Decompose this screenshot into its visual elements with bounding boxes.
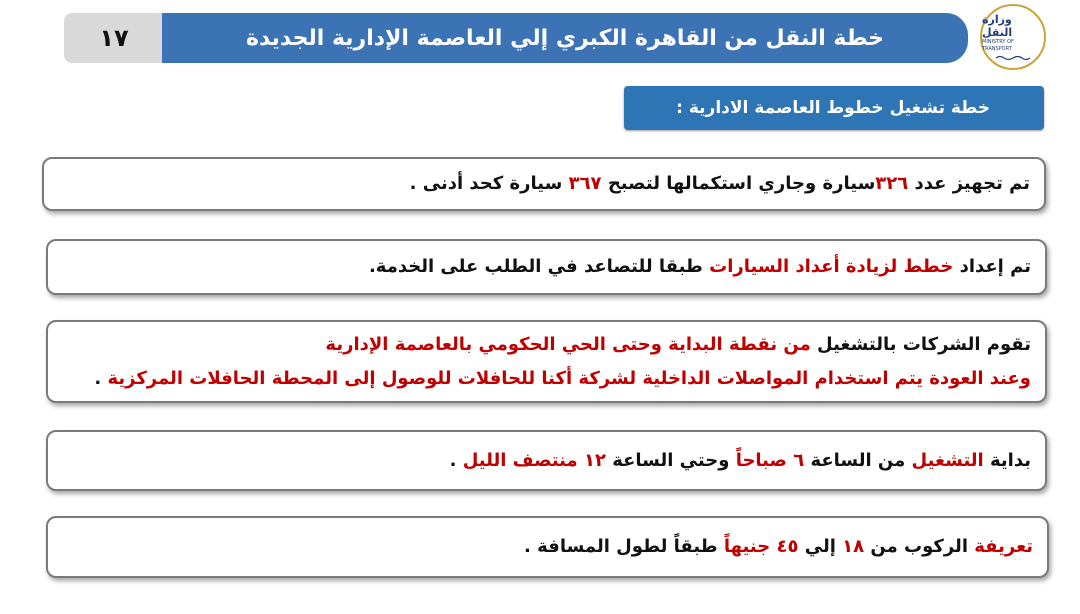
info-segment: سيارة وجاري استكمالها لتصبح [601, 173, 876, 194]
info-segment: تم إعداد [953, 256, 1031, 277]
page-title-text: خطة النقل من القاهرة الكبري إلي العاصمة الإدارية الجديدة [245, 25, 885, 51]
wave-icon [996, 55, 1030, 61]
page-number: ١٧ [99, 24, 129, 52]
info-segment: من الساعة [804, 449, 912, 471]
info-line [48, 444, 1031, 478]
info-box [46, 320, 1047, 403]
info-segment: خطط لزيادة أعداد السيارات [709, 256, 954, 277]
info-segment: . [449, 449, 463, 471]
info-segment: سيارة كحد أدنى . [409, 173, 569, 194]
info-segment: طبقا للتصاعد في الطلب على الخدمة. [368, 256, 710, 277]
ministry-logo [980, 4, 1046, 70]
info-segment: وعند العودة يتم استخدام المواصلات الداخلية لشركة أكنا للحافلات للوصول إلى المحطة الحافلات المركزية [107, 367, 1031, 389]
info-segment: ٦ صباحاً [735, 449, 805, 471]
info-line [48, 250, 1031, 284]
info-box [46, 430, 1047, 491]
info-segment: من نقطة البداية وحتى الحي الحكومي بالعاصمة الإدارية [325, 333, 811, 355]
logo-text: وزارة النقل [982, 13, 1013, 39]
info-segment: ١٨ [842, 536, 865, 557]
info-segment: ٣٢٦ [875, 173, 909, 194]
section-subtitle [624, 86, 1044, 130]
info-segment: تم تجهيز عدد [908, 173, 1030, 194]
info-segment: وحتي الساعة [605, 449, 736, 471]
info-segment: ١٢ منتصف الليل [462, 449, 606, 471]
info-segment: تقوم الشركات بالتشغيل [810, 333, 1031, 355]
section-subtitle-text: خطة تشغيل خطوط العاصمة الادارية : [676, 98, 990, 118]
info-segment: . [94, 367, 108, 389]
info-segment: التشغيل [911, 449, 984, 471]
info-box [46, 239, 1047, 295]
info-segment: إلي [798, 536, 843, 557]
info-line [48, 530, 1033, 564]
info-segment: ٣٦٧ [568, 173, 602, 194]
info-segment: طبقاً لطول المسافة . [524, 536, 724, 557]
info-segment: الركوب من [864, 536, 975, 557]
info-line [44, 167, 1030, 201]
info-box [42, 157, 1046, 211]
info-segment: تعريفة [974, 536, 1033, 557]
page-title [162, 13, 968, 63]
info-box [46, 516, 1049, 578]
info-segment: ٤٥ جنيهاً [723, 536, 799, 557]
info-line [48, 362, 1031, 396]
info-line [48, 328, 1031, 362]
info-segment: بداية [983, 449, 1031, 471]
logo-subtext: MINISTRY OF TRANSPORT [982, 39, 1014, 52]
